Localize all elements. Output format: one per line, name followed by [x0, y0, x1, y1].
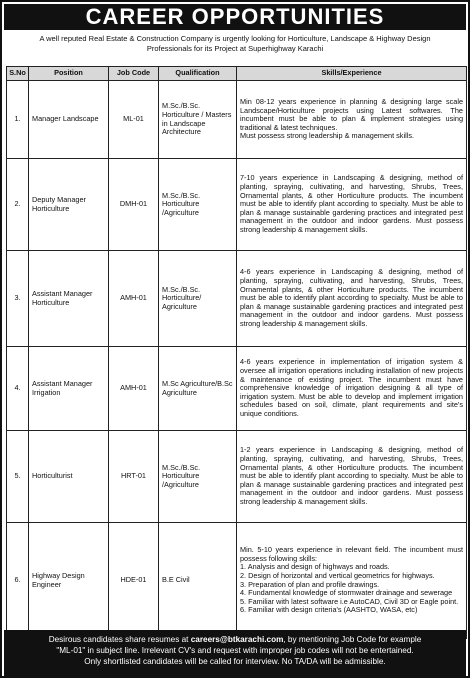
- cell-position: Horticulturist: [29, 431, 109, 523]
- footer-line-3: Only shortlisted candidates will be called for interview. No TA/DA will be admissible.: [84, 657, 386, 666]
- column-header-job-code: Job Code: [109, 67, 159, 81]
- cell-position: Highway Design Engineer: [29, 523, 109, 639]
- cell-job-code: AMH-01: [109, 347, 159, 431]
- footer-text: Desirous candidates share resumes at: [48, 635, 191, 644]
- cell-sno: 4.: [7, 347, 29, 431]
- skill-line: Must possess strong leadership & management skills.: [240, 131, 414, 141]
- cell-job-code: DMH-01: [109, 159, 159, 251]
- cell-skills: [237, 159, 467, 251]
- skill-line: 1. Analysis and design of highways and roads.: [240, 562, 390, 572]
- cell-job-code: HDE-01: [109, 523, 159, 639]
- table-row: [7, 431, 467, 523]
- cell-job-code: AMH-01: [109, 251, 159, 347]
- footer-notice: [4, 630, 466, 676]
- cell-job-code: ML-01: [109, 81, 159, 159]
- cell-sno: 3.: [7, 251, 29, 347]
- skill-line: 4-6 years experience in implementation of irrigation system & oversee all irrigation operations including installation of new projects & maintenance of existing project. The incumbent must have comprehensive knowledge of irrigation designing & all type of irrigation system. Must be able to develop and implement irrigation schedules based on soil, climate, plant requirements and site's unique conditions.: [240, 357, 463, 418]
- cell-qualification: B.E Civil: [159, 523, 237, 639]
- skill-line: 4. Fundamental knowledge of stormwater drainage and sewerage: [240, 588, 453, 598]
- cell-skills: [237, 431, 467, 523]
- contact-email[interactable]: careers@btkarachi.com: [190, 635, 284, 644]
- skill-line: 7-10 years experience in Landscaping & designing, method of planting, spraying, cultivating, and harvesting, Shrubs, Trees, Ornamental plants, & other Horticulture products. The incumbent must be able to identify plant according to specialty. Must be able to plan & manage sustainable gardening practices and integrated pest management in the outdoor and indoor gardens. Must possess strong leadership & management skills.: [240, 173, 463, 234]
- skill-line: 1-2 years experience in Landscaping & designing, method of planting, spraying, cultivating, and harvesting, Shrubs, Trees, Ornamental plants, & other Horticulture products. The incumbent must be able to identify plant according to specialty. Must be able to plan & manage sustainable gardening practices and integrated pest management in the outdoor and indoor gardens. Must possess strong leadership & management skills.: [240, 445, 463, 506]
- cell-skills: [237, 81, 467, 159]
- cell-qualification: M.Sc Agriculture/B.Sc Agriculture: [159, 347, 237, 431]
- cell-skills: [237, 523, 467, 639]
- cell-position: Manager Landscape: [29, 81, 109, 159]
- cell-sno: 2.: [7, 159, 29, 251]
- cell-qualification: M.Sc./B.Sc. Horticulture /Agriculture: [159, 431, 237, 523]
- skill-line: 4-6 years experience in Landscaping & designing, method of planting, spraying, cultivating, and harvesting, Shrubs, Trees, Ornamental plants, & other Horticulture products. The incumbent must be able to identify plant according to specialty. Must be able to plan & manage sustainable gardening practices and integrated pest management in the outdoor and indoor gardens. Must possess strong leadership & management skills.: [240, 267, 463, 328]
- intro-text: A well reputed Real Estate & Construction Company is urgently looking for Horticulture, Landscape & Highway Design Professionals for its Project at Superhighway Karachi: [39, 34, 431, 53]
- cell-sno: 1.: [7, 81, 29, 159]
- footer-text: , by mentioning Job Code for example: [283, 635, 422, 644]
- cell-sno: 6.: [7, 523, 29, 639]
- cell-qualification: M.Sc./B.Sc. Horticulture / Masters in Landscape Architecture: [159, 81, 237, 159]
- cell-job-code: HRT-01: [109, 431, 159, 523]
- cell-position: Deputy Manager Horticulture: [29, 159, 109, 251]
- table-row: [7, 159, 467, 251]
- table-header-row: [7, 67, 467, 81]
- table-row: [7, 81, 467, 159]
- table-row: [7, 523, 467, 639]
- skill-line: 5. Familiar with latest software i.e AutoCAD, Civil 3D or Eagle point.: [240, 596, 459, 606]
- skill-line: 3. Preparation of plan and profile drawings.: [240, 579, 380, 589]
- skill-line: Min. 5-10 years experience in relevant field. The incumbent must possess following skills:: [240, 545, 463, 563]
- cell-position: Assistant Manager Horticulture: [29, 251, 109, 347]
- cell-skills: [237, 347, 467, 431]
- page-title: CAREER OPPORTUNITIES: [4, 4, 466, 30]
- column-header-skills: Skills/Experience: [237, 67, 467, 81]
- column-header-sno: S.No: [7, 67, 29, 81]
- table-row: [7, 347, 467, 431]
- footer-line-2: "ML-01" in subject line. Irrelevant CV's and request with improper job codes will not be entertained.: [56, 646, 414, 655]
- skill-line: 2. Design of horizontal and vertical geometrics for highways.: [240, 570, 435, 580]
- footer-line-1: [4, 634, 466, 645]
- skill-line: 6. Familiar with design criteria's (AASHTO, WASA, etc): [240, 605, 418, 615]
- cell-qualification: M.Sc./B.Sc. Horticulture/ Agriculture: [159, 251, 237, 347]
- cell-qualification: M.Sc./B.Sc. Horticulture /Agriculture: [159, 159, 237, 251]
- skill-line: Min 08-12 years experience in planning & designing large scale Landscape/Horticulture projects using Latest softwares. The incumbent must be able to plan & implement strategies using traditional & latest techniques.: [240, 97, 463, 132]
- column-header-qualification: Qualification: [159, 67, 237, 81]
- column-header-position: Position: [29, 67, 109, 81]
- cell-sno: 5.: [7, 431, 29, 523]
- cell-position: Assistant Manager Irrigation: [29, 347, 109, 431]
- cell-skills: [237, 251, 467, 347]
- jobs-table: [6, 66, 467, 639]
- table-row: [7, 251, 467, 347]
